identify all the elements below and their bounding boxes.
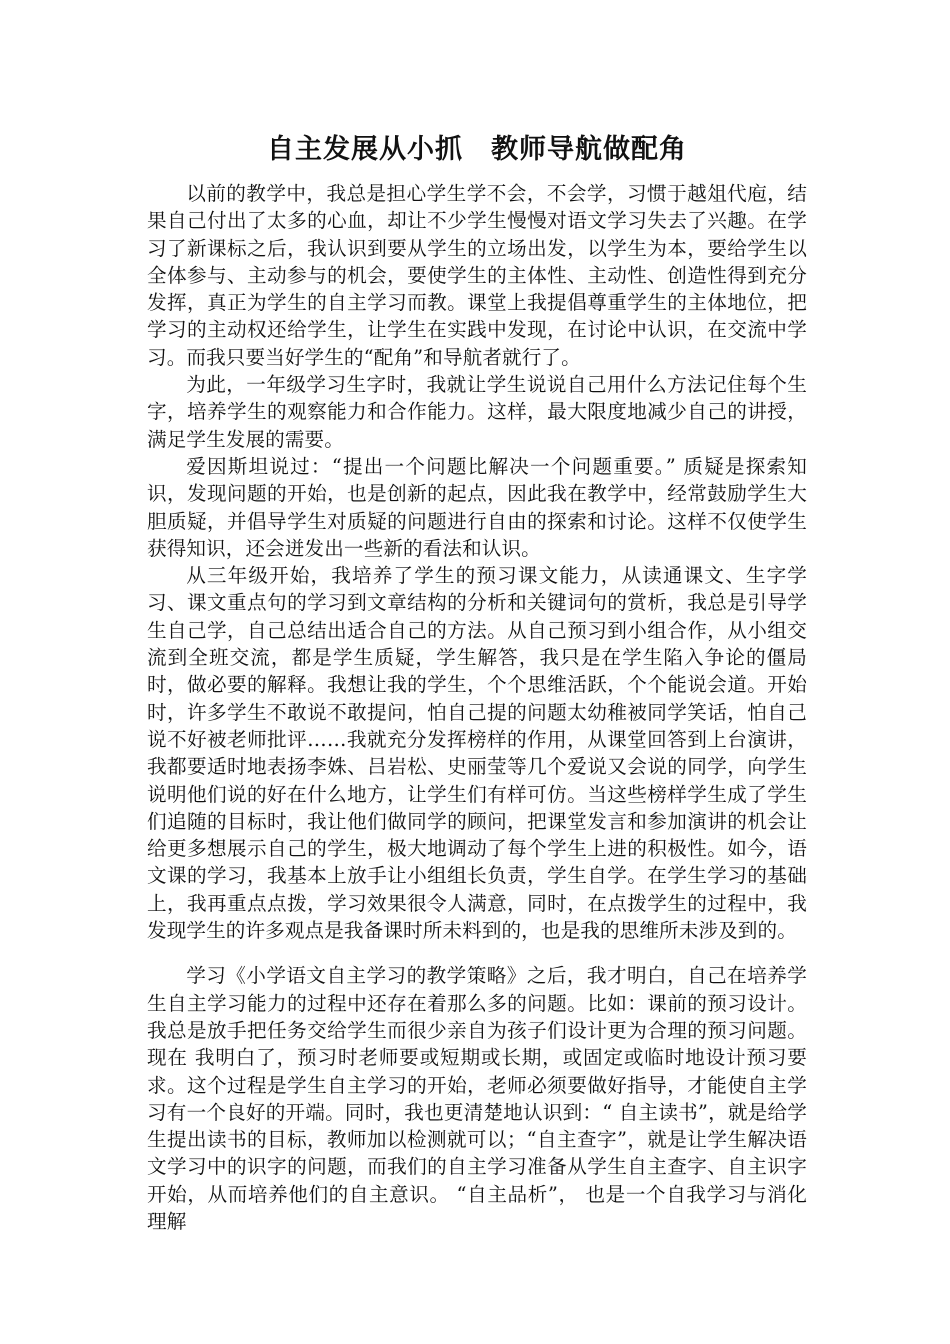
- paragraph-2: 为此，一年级学习生字时，我就让学生说说自己用什么方法记住每个生字，培养学生的观察能力和合作能力。这样，最大限度地减少自己的讲授，满足学生发展的需要。: [147, 373, 807, 451]
- paragraph-1: 以前的教学中，我总是担心学生学不会，不会学，习惯于越俎代庖，结果自己付出了太多的心血，却让不少学生慢慢对语文学习失去了兴趣。在学习了新课标之后，我认识到要从学生的立场出发，以学生为本，要给学生以全体参与、主动参与的机会，要使学生的主体性、主动性、创造性得到充分发挥，真正为学生的自主学习而教。课堂上我提倡尊重学生的主体地位，把学习的主动权还给学生，让学生在实践中发现，在讨论中认识，在交流中学习。而我只要当好学生的“配角”和导航者就行了。: [147, 182, 807, 369]
- paragraph-4: 从三年级开始，我培养了学生的预习课文能力，从读通课文、生字学习、课文重点句的学习到文章结构的分析和关键词句的赏析，我总是引导学生自己学，自己总结出适合自己的方法。从自己预习到小组合作，从小组交流到全班交流，都是学生质疑，学生解答，我只是在学生陷入争论的僵局时，做必要的解释。我想让我的学生，个个思维活跃，个个能说会道。开始时，许多学生不敢说不敢提问，怕自己提的问题太幼稚被同学笑话，怕自己说不好被老师批评……我就充分发挥榜样的作用，从课堂回答到上台演讲，我都要适时地表扬李姝、吕岩松、史丽莹等几个爱说又会说的同学，向学生说明他们说的好在什么地方，让学生们有样可仿。当这些榜样学生成了学生们追随的目标时，我让他们做同学的顾问，把课堂发言和参加演讲的机会让给更多想展示自己的学生，极大地调动了每个学生上进的积极性。如今，语文课的学习，我基本上放手让小组组长负责，学生自学。在学生学习的基础上，我再重点点拨，学习效果很令人满意，同时，在点拨学生的过程中，我发现学生的许多观点是我备课时所未料到的，也是我的思维所未涉及到的。: [147, 564, 807, 943]
- paragraph-spacer: [147, 944, 807, 962]
- paragraph-5: 学习《小学语文自主学习的教学策略》之后，我才明白，自己在培养学生自主学习能力的过程中还存在着那么多的问题。比如：课前的预习设计。我总是放手把任务交给学生而很少亲自为孩子们设计更为合理的预习问题。现在 我明白了，预习时老师要或短期或长期，或固定或临时地设计预习要求。这个过程是学生自主学习的开始，老师必须要做好指导，才能使自主学习有一个良好的开端。同时，我也更清楚地认识到：“ 自主读书”，就是给学生提出读书的目标，教师加以检测就可以；“自主查字”，就是让学生解决语文学习中的识字的问题，而我们的自主学习准备从学生自主查字、自主识字开始，从而培养他们的自主意识。 “自主品析”， 也是一个自我学习与消化理解: [147, 964, 807, 1233]
- paragraph-3: 爱因斯坦说过：“提出一个问题比解决一个问题重要。” 质疑是探索知识，发现问题的开始，也是创新的起点，因此我在教学中，经常鼓励学生大胆质疑，并倡导学生对质疑的问题进行自由的探索和讨论。这样不仅使学生获得知识，还会迸发出一些新的看法和认识。: [147, 454, 807, 560]
- document-page: [147, 128, 807, 1235]
- document-title: 自主发展从小抓 教师导航做配角: [267, 134, 687, 165]
